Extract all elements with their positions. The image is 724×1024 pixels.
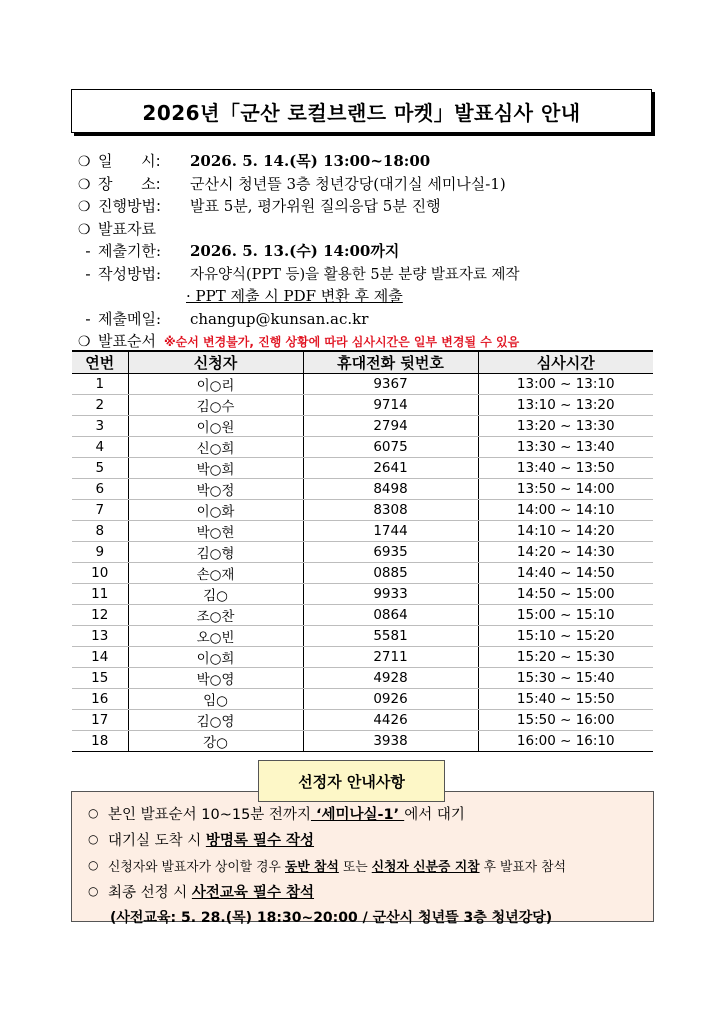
email-value: changup@kunsan.ac.kr: [190, 309, 369, 328]
table-row: [72, 710, 653, 731]
dash-marker: -: [85, 264, 91, 283]
phone-suffix: 5581: [303, 626, 478, 647]
row-number: 9: [72, 542, 128, 563]
phone-suffix: 3938: [303, 731, 478, 752]
notice-text: 또는: [338, 859, 372, 875]
notice-text: 후 발표자 참석: [479, 859, 566, 875]
small-circle-bullet-icon: ○: [88, 832, 99, 846]
info-place-row: [78, 173, 668, 196]
format-label: 작성방법:: [98, 264, 162, 283]
phone-suffix: 9367: [303, 374, 478, 395]
row-number: 8: [72, 521, 128, 542]
row-number: 18: [72, 731, 128, 752]
order-note: ※순서 변경불가, 진행 상황에 따라 심사시간은 일부 변경될 수 있음: [163, 335, 520, 349]
notice-item: [88, 852, 648, 878]
applicant-name: 오○빈: [128, 626, 303, 647]
phone-suffix: 0926: [303, 689, 478, 710]
review-time: 14:00 ~ 14:10: [478, 500, 653, 521]
table-row: [72, 731, 653, 752]
applicant-name: 신○희: [128, 437, 303, 458]
small-circle-bullet-icon: ○: [88, 884, 99, 898]
notice-item: [88, 800, 648, 826]
applicant-name: 임○: [128, 689, 303, 710]
deadline-label: 제출기한:: [98, 242, 162, 260]
table-row: [72, 479, 653, 500]
phone-suffix: 8308: [303, 500, 478, 521]
applicant-name: 이○리: [128, 374, 303, 395]
phone-suffix: 8498: [303, 479, 478, 500]
dash-marker: -: [85, 242, 91, 260]
applicant-name: 이○화: [128, 500, 303, 521]
applicant-name: 조○찬: [128, 605, 303, 626]
email-label: 제출메일:: [98, 309, 162, 328]
notice-list: [88, 800, 648, 930]
table-row: [72, 374, 653, 395]
notice-highlight: 사전교육 필수 참석: [191, 884, 315, 901]
table-row: [72, 647, 653, 668]
notice-highlight: 방명록 필수 작성: [205, 832, 315, 849]
row-number: 5: [72, 458, 128, 479]
notice-sub-item: [88, 904, 648, 930]
row-number: 3: [72, 416, 128, 437]
notice-title-text: 선정자 안내사항: [298, 772, 405, 791]
row-number: 10: [72, 563, 128, 584]
applicant-name: 박○정: [128, 479, 303, 500]
review-time: 14:20 ~ 14:30: [478, 542, 653, 563]
header-applicant: 신청자: [128, 351, 303, 374]
review-time: 15:50 ~ 16:00: [478, 710, 653, 731]
table-row: [72, 605, 653, 626]
row-number: 1: [72, 374, 128, 395]
header-number: 연번: [72, 351, 128, 374]
review-time: 15:00 ~ 15:10: [478, 605, 653, 626]
review-time: 14:40 ~ 14:50: [478, 563, 653, 584]
review-time: 15:40 ~ 15:50: [478, 689, 653, 710]
table-row: [72, 458, 653, 479]
review-time: 14:10 ~ 14:20: [478, 521, 653, 542]
notice-highlight: 동반 참석: [284, 859, 339, 875]
applicant-name: 김○영: [128, 710, 303, 731]
notice-text: 신청자와 발표자가 상이할 경우: [108, 859, 285, 875]
deadline-value: 2026. 5. 13.(수) 14:00까지: [190, 242, 400, 260]
hollow-circle-bullet-icon: ❍: [78, 221, 91, 238]
review-time: 15:20 ~ 15:30: [478, 647, 653, 668]
row-number: 2: [72, 395, 128, 416]
row-number: 7: [72, 500, 128, 521]
small-circle-bullet-icon: ○: [88, 858, 99, 872]
notice-text: 대기실 도착 시: [108, 832, 206, 849]
hollow-circle-bullet-icon: ❍: [78, 334, 91, 350]
method-label: 진행방법:: [98, 197, 162, 215]
hollow-circle-bullet-icon: ❍: [78, 199, 91, 215]
hollow-circle-bullet-icon: ❍: [78, 154, 91, 170]
page-title: [71, 89, 652, 133]
table-row: [72, 395, 653, 416]
row-number: 4: [72, 437, 128, 458]
row-number: 16: [72, 689, 128, 710]
phone-suffix: 9714: [303, 395, 478, 416]
table-row: [72, 668, 653, 689]
applicant-name: 강○: [128, 731, 303, 752]
notice-text: 본인 발표순서 10~15분 전까지: [108, 806, 311, 823]
table-row: [72, 689, 653, 710]
place-label: 장 소:: [98, 174, 161, 193]
review-time: 13:40 ~ 13:50: [478, 458, 653, 479]
phone-suffix: 9933: [303, 584, 478, 605]
applicant-name: 이○희: [128, 647, 303, 668]
format-note: · PPT 제출 시 PDF 변환 후 제출: [186, 287, 403, 305]
review-time: 13:50 ~ 14:00: [478, 479, 653, 500]
applicant-name: 박○희: [128, 458, 303, 479]
row-number: 6: [72, 479, 128, 500]
format-value: 자유양식(PPT 등)을 활용한 5분 분량 발표자료 제작: [190, 266, 520, 283]
schedule-table: [72, 350, 653, 752]
date-label: 일 시:: [98, 152, 161, 170]
info-format-note-row: [78, 285, 668, 308]
phone-suffix: 6075: [303, 437, 478, 458]
info-deadline-row: [78, 240, 668, 263]
notice-item: [88, 826, 648, 852]
review-time: 13:00 ~ 13:10: [478, 374, 653, 395]
info-section: [78, 150, 668, 353]
row-number: 11: [72, 584, 128, 605]
applicant-name: 박○영: [128, 668, 303, 689]
review-time: 14:50 ~ 15:00: [478, 584, 653, 605]
review-time: 15:10 ~ 15:20: [478, 626, 653, 647]
review-time: 16:00 ~ 16:10: [478, 731, 653, 752]
review-time: 13:10 ~ 13:20: [478, 395, 653, 416]
table-row: [72, 584, 653, 605]
notice-text: 에서 대기: [404, 806, 465, 823]
info-materials-row: [78, 218, 668, 241]
small-circle-bullet-icon: ○: [88, 806, 99, 820]
info-email-row: [78, 308, 668, 331]
materials-label: 발표자료: [98, 219, 156, 238]
page-title-text: 2026년「군산 로컬브랜드 마켓」발표심사 안내: [142, 100, 581, 125]
dash-marker: -: [85, 309, 91, 328]
applicant-name: 손○재: [128, 563, 303, 584]
header-phone: 휴대전화 뒷번호: [303, 351, 478, 374]
applicant-name: 이○원: [128, 416, 303, 437]
table-row: [72, 542, 653, 563]
row-number: 14: [72, 647, 128, 668]
phone-suffix: 2711: [303, 647, 478, 668]
notice-highlight: 신청자 신분증 지참: [371, 859, 480, 875]
review-time: 13:20 ~ 13:30: [478, 416, 653, 437]
phone-suffix: 2794: [303, 416, 478, 437]
applicant-name: 김○: [128, 584, 303, 605]
table-body: [72, 374, 653, 752]
header-time: 심사시간: [478, 351, 653, 374]
notice-item: [88, 878, 648, 904]
info-date-row: [78, 150, 668, 173]
row-number: 12: [72, 605, 128, 626]
phone-suffix: 0885: [303, 563, 478, 584]
notice-text: 최종 선정 시: [108, 884, 192, 901]
applicant-name: 박○현: [128, 521, 303, 542]
row-number: 17: [72, 710, 128, 731]
phone-suffix: 2641: [303, 458, 478, 479]
info-method-row: [78, 195, 668, 218]
review-time: 15:30 ~ 15:40: [478, 668, 653, 689]
place-value: 군산시 청년뜰 3층 청년강당(대기실 세미나실-1): [190, 174, 506, 193]
info-format-row: [78, 263, 668, 286]
row-number: 15: [72, 668, 128, 689]
notice-title: [258, 760, 445, 802]
phone-suffix: 6935: [303, 542, 478, 563]
applicant-name: 김○형: [128, 542, 303, 563]
table-row: [72, 437, 653, 458]
phone-suffix: 4928: [303, 668, 478, 689]
table-row: [72, 416, 653, 437]
table-row: [72, 500, 653, 521]
hollow-circle-bullet-icon: ❍: [78, 176, 91, 193]
table-header-row: [72, 351, 653, 374]
method-value: 발표 5분, 평가위원 질의응답 5분 진행: [190, 197, 441, 215]
applicant-name: 김○수: [128, 395, 303, 416]
phone-suffix: 1744: [303, 521, 478, 542]
notice-sub-text: (사전교육: 5. 28.(목) 18:30~20:00 / 군산시 청년뜰 3층 청년강당): [110, 910, 553, 926]
date-value: 2026. 5. 14.(목) 13:00~18:00: [190, 152, 431, 170]
phone-suffix: 4426: [303, 710, 478, 731]
table-row: [72, 563, 653, 584]
table-row: [72, 521, 653, 542]
notice-highlight: ‘세미나실-1’: [310, 806, 405, 823]
row-number: 13: [72, 626, 128, 647]
order-label: 발표순서: [98, 332, 156, 350]
table-row: [72, 626, 653, 647]
phone-suffix: 0864: [303, 605, 478, 626]
review-time: 13:30 ~ 13:40: [478, 437, 653, 458]
